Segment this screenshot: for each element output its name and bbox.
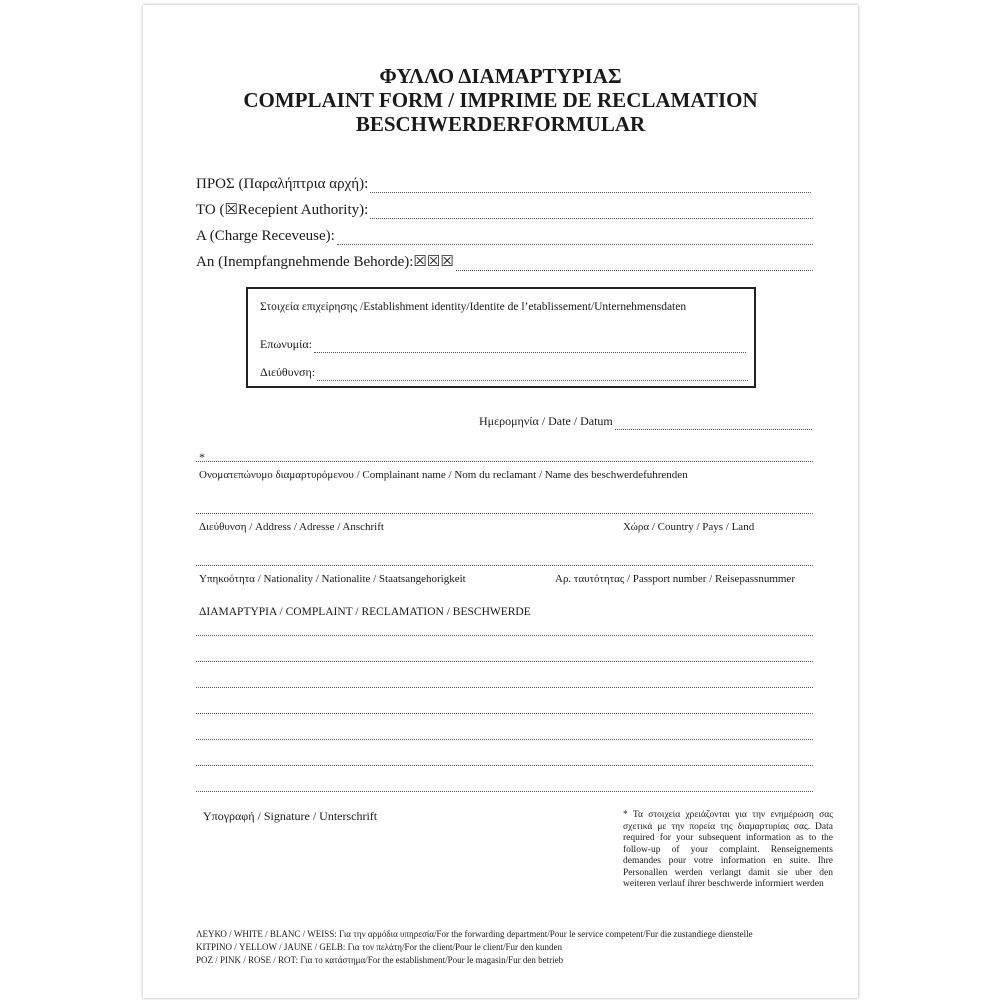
- establishment-identity-box: [246, 287, 756, 388]
- copy-pink-color: ΡΟΖ / PINK / ROSE / ROT:: [196, 955, 299, 965]
- recipient-label-an: An (Inempfangnehmende Behorde):☒☒☒: [196, 254, 454, 270]
- complaint-line[interactable]: [196, 661, 813, 662]
- complaint-line[interactable]: [196, 713, 813, 714]
- date-field[interactable]: [479, 412, 812, 430]
- copy-white-purpose: Για την αρμόδια υπηρεσία/For the forwarding department/Pour le service competent/Fur die zustandiege dienstelle: [338, 929, 753, 939]
- copy-distribution-yellow: [196, 942, 562, 953]
- complainant-address-line[interactable]: [196, 513, 813, 514]
- form-title-english-french: COMPLAINT FORM / IMPRIME DE RECLAMATION: [243, 88, 758, 112]
- complaint-line[interactable]: [196, 739, 813, 740]
- personal-data-footnote: * Τα στοιχεία χρειάζονται για την ενημέρωση σας σχετικά με την πορεία της διαμαρτυρίας σας. Data required for your subsequent information as to the follow-up of your complaint. Renseignements demandes pour votre information en suite. Ihre Personallen werden verlangt damit sie uber den weiteren verlauf ihrer beschwerde informiert werden: [623, 810, 833, 889]
- copy-yellow-color: ΚΙΤΡΙΝΟ / YELLOW / JAUNE / GELB:: [196, 942, 346, 952]
- complainant-asterisk: *: [199, 450, 205, 464]
- establishment-name-label: Επωνυμία:: [260, 337, 312, 351]
- complainant-country-label: Χώρα / Country / Pays / Land: [623, 521, 755, 533]
- complainant-name-line[interactable]: [196, 461, 813, 462]
- passport-label: Αρ. ταυτότητας / Passport number / Reisepassnummer: [555, 573, 795, 585]
- complaint-heading: ΔΙΑΜΑΡΤΥΡΙΑ / COMPLAINT / RECLAMATION / BESCHWERDE: [199, 606, 531, 618]
- signature-label: Υπογραφή / Signature / Unterschrift: [203, 809, 378, 823]
- establishment-address-field[interactable]: [260, 363, 748, 381]
- copy-distribution-pink: [196, 955, 563, 966]
- copy-yellow-purpose: Για τον πελάτη/For the client/Pour le client/Fur den kunden: [347, 942, 562, 952]
- nationality-passport-line[interactable]: [196, 565, 813, 566]
- date-label: Ημερομηνία / Date / Datum: [479, 414, 613, 428]
- complaint-line[interactable]: [196, 791, 813, 792]
- complainant-name-label: Ονοματεπώνυμο διαμαρτυρόμενου / Complainant name / Nom du reclamant / Name des beschwerdefuhrenden: [199, 469, 688, 481]
- recipient-field-to[interactable]: [196, 201, 813, 219]
- complaint-line[interactable]: [196, 635, 813, 636]
- recipient-label-to: TO (☒Recepient Authority):: [196, 202, 369, 218]
- form-title-german: BESCHWERDERFORMULAR: [355, 112, 646, 136]
- recipient-label-pros: ΠΡΟΣ (Παραλήπτρια αρχή):: [196, 176, 369, 192]
- copy-distribution-white: [196, 929, 753, 940]
- complaint-line[interactable]: [196, 765, 813, 766]
- establishment-address-label: Διεύθυνση:: [260, 365, 316, 379]
- recipient-label-a: A (Charge Receveuse):: [196, 228, 335, 244]
- recipient-field-an[interactable]: [196, 253, 813, 271]
- complaint-form-sheet: [143, 5, 858, 998]
- nationality-label: Υπηκοότητα / Nationality / Nationalite / Staatsangehorigkeit: [199, 573, 466, 585]
- copy-pink-purpose: Για το κατάστημα/For the establishment/Pour le magasin/Fur den betrieb: [300, 955, 564, 965]
- copy-white-color: ΛΕΥΚΟ / WHITE / BLANC / WEISS:: [196, 929, 337, 939]
- recipient-field-pros[interactable]: [196, 175, 811, 193]
- complaint-line[interactable]: [196, 687, 813, 688]
- recipient-field-a[interactable]: [196, 227, 813, 245]
- form-title-greek: ΦΥΛΛΟ ΔΙΑΜΑΡΤΥΡΙΑΣ: [379, 64, 622, 88]
- establishment-heading: Στοιχεία επιχείρησης /Establishment identity/Identite de l’etablissement/Unternehmensdaten: [260, 301, 687, 313]
- establishment-name-field[interactable]: [260, 335, 746, 353]
- complainant-address-label: Διεύθυνση / Address / Adresse / Anschrift: [199, 521, 384, 533]
